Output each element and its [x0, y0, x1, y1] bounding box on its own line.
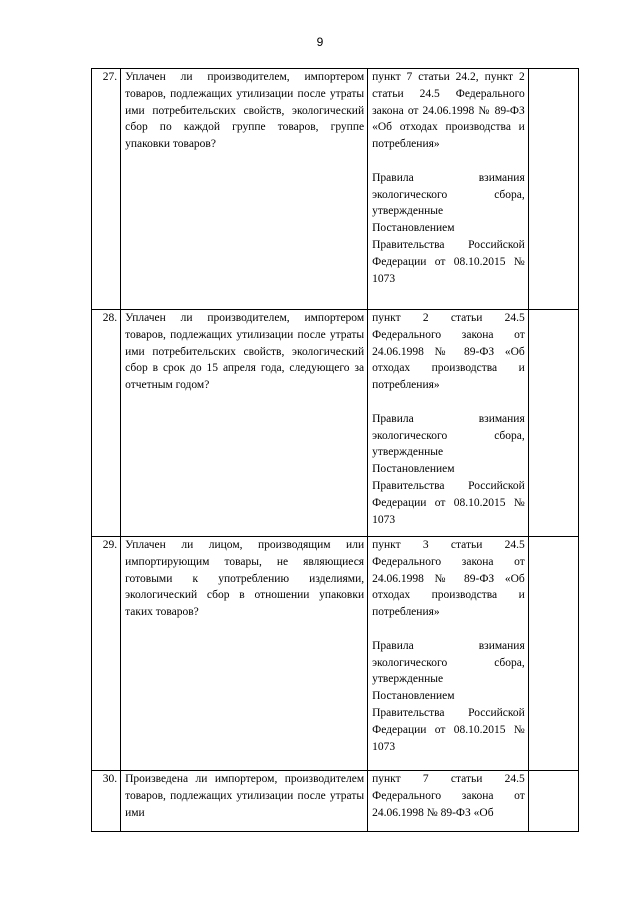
- row-number-cell: [92, 69, 121, 310]
- question-text: Произведена ли импортером, производителем товаров, подлежащих утилизации после утраты ими: [125, 773, 365, 819]
- question-text: Уплачен ли производителем, импортером товаров, подлежащих утилизации после утраты ими потребительских свойств, экологический сбор в срок до 15 апреля года, следующего за отчетным годом?: [125, 312, 365, 392]
- legal-reference-cell: [368, 69, 529, 310]
- row-number: 29.: [102, 539, 118, 551]
- row-number-cell: [92, 310, 121, 537]
- row-number-cell: [92, 771, 121, 832]
- question-cell: [121, 537, 368, 771]
- question-cell: [121, 771, 368, 832]
- answer-cell[interactable]: [528, 771, 578, 832]
- checklist-table: [91, 68, 579, 832]
- question-text: Уплачен ли производителем, импортером товаров, подлежащих утилизации после утраты ими потребительских свойств, экологический сбор по каждой группе товаров, группе упаковки товаров?: [125, 71, 365, 151]
- table-row: [92, 537, 579, 771]
- question-text: Уплачен ли лицом, производящим или импортирующим товары, не являющиеся готовыми к употреблению изделиями, экологический сбор в отношении упаковки таких товаров?: [125, 539, 365, 619]
- legal-reference: Правила взимания экологического сбора, утвержденные Постановлением Правительства Российской Федерации от 08.10.2015 № 1073: [372, 412, 525, 526]
- question-cell: [121, 69, 368, 310]
- answer-cell[interactable]: [528, 537, 578, 771]
- row-number: 28.: [102, 312, 118, 324]
- table-row: [92, 310, 579, 537]
- legal-reference: Правила взимания экологического сбора, утвержденные Постановлением Правительства Российской Федерации от 08.10.2015 № 1073: [372, 171, 525, 285]
- legal-reference: пункт 7 статьи 24.5 Федерального закона от 24.06.1998 № 89-ФЗ «Об: [372, 773, 525, 819]
- question-cell: [121, 310, 368, 537]
- table-row: [92, 69, 579, 310]
- legal-reference: пункт 3 статьи 24.5 Федерального закона от 24.06.1998 № 89-ФЗ «Об отходах производства и потребления»: [372, 539, 525, 619]
- legal-reference-cell: [368, 537, 529, 771]
- answer-cell[interactable]: [528, 69, 578, 310]
- legal-reference: пункт 7 статьи 24.2, пункт 2 статьи 24.5 Федерального закона от 24.06.1998 № 89-ФЗ «Об отходах производства и потребления»: [372, 71, 525, 151]
- row-number: 27.: [102, 71, 118, 83]
- legal-reference-cell: [368, 771, 529, 832]
- answer-cell[interactable]: [528, 310, 578, 537]
- legal-reference: Правила взимания экологического сбора, утвержденные Постановлением Правительства Российской Федерации от 08.10.2015 № 1073: [372, 639, 525, 753]
- table-row: [92, 771, 579, 832]
- legal-reference-cell: [368, 310, 529, 537]
- page-number: 9: [316, 35, 324, 49]
- row-number: 30.: [102, 773, 118, 785]
- row-number-cell: [92, 537, 121, 771]
- legal-reference: пункт 2 статьи 24.5 Федерального закона от 24.06.1998 № 89-ФЗ «Об отходах производства и потребления»: [372, 312, 525, 392]
